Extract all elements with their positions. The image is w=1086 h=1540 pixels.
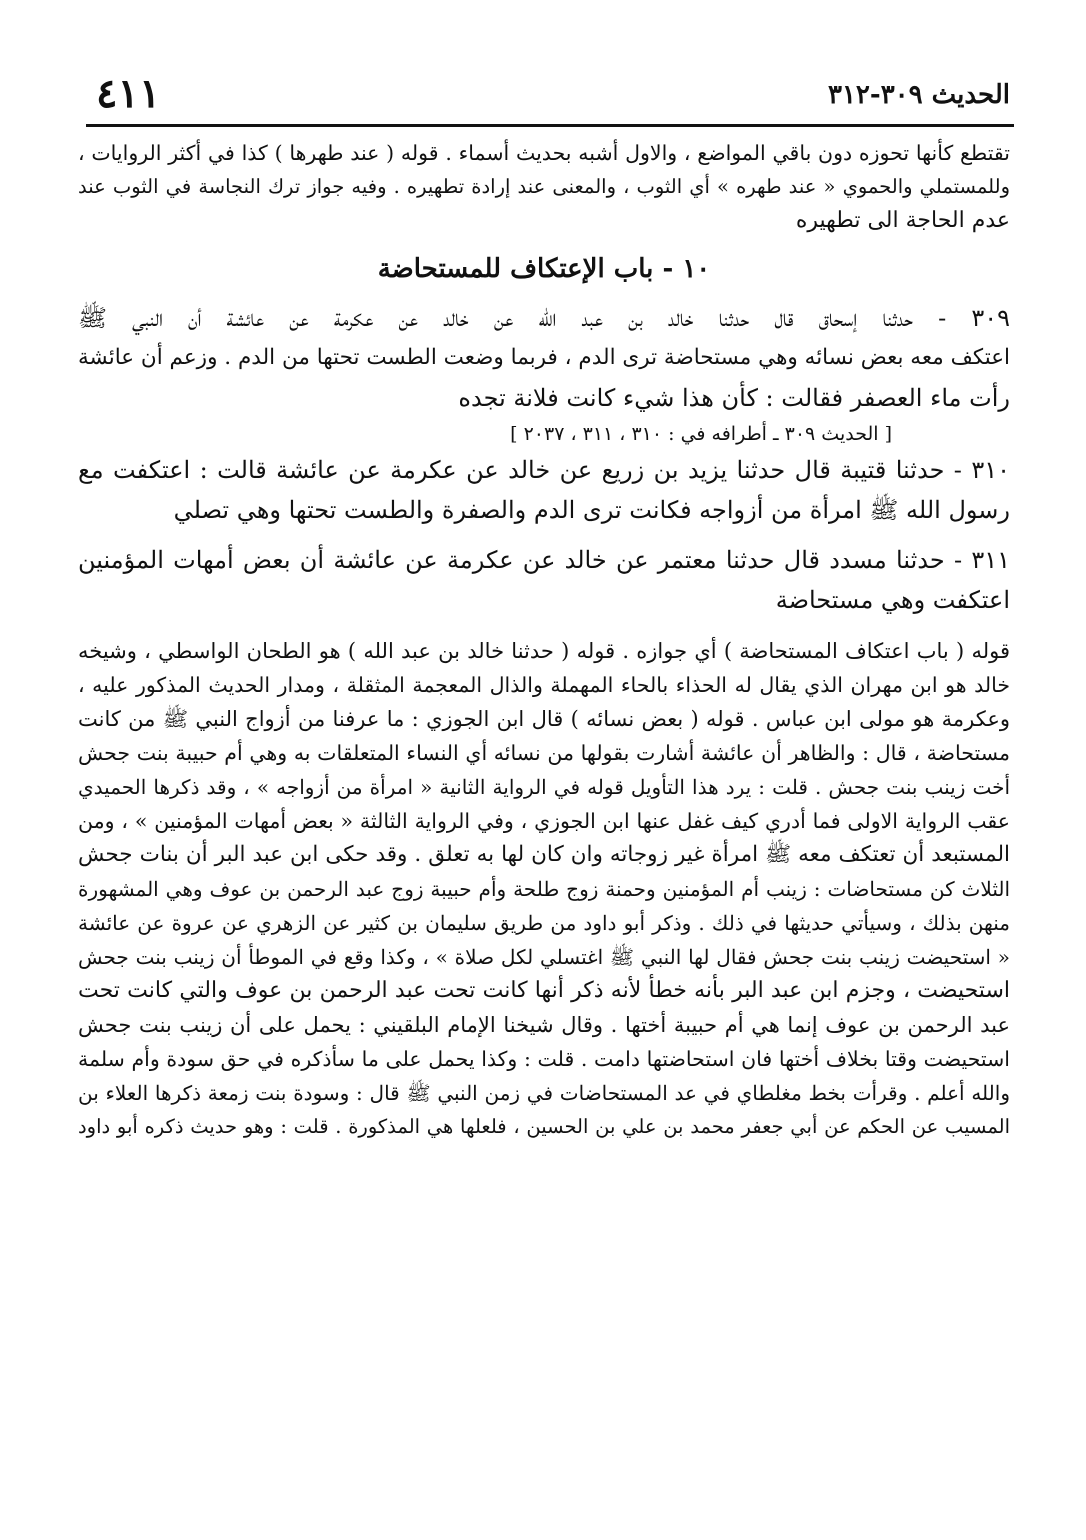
commentary-line: المستبعد أن تعتكف معه ﷺ امرأة غير زوجاته وان كان لها به تعلق . وقد حكى ابن عبد البر أن بنات جحش	[78, 842, 1010, 867]
hadith-references: [ الحديث ٣٠٩ ـ أطرافه في : ٣١٠ ، ٣١١ ، ٢٠٣٧ ]	[510, 423, 892, 445]
commentary-line: عقب الرواية الاولى فما أدري كيف غفل عنها ابن الجوزي ، وفي الرواية الثالثة « بعض أمهات المؤمنين » ، ومن	[78, 809, 1010, 833]
hadith-310	[78, 450, 1010, 530]
header-rule	[86, 124, 1014, 127]
page-number: ٤١١	[96, 70, 161, 117]
hadith-line: ٣٠٩ - حدثنا إسحاق قال حدثنا خالد بن عبد الله عن خالد عن عكرمة عن عائشة أن النبي ﷺ	[78, 304, 1010, 332]
hadith-line: ٣١١ - حدثنا مسدد قال حدثنا معتمر عن خالد عن عكرمة عن عائشة أن بعض أمهات المؤمنين	[78, 546, 1010, 574]
hadith-311	[78, 540, 1010, 620]
hadith-line: رسول الله ﷺ امرأة من أزواجه فكانت ترى الدم والصفرة والطست تحتها وهي تصلي	[173, 496, 1010, 524]
commentary-line: مستحاضة ، قال : والظاهر أن عائشة أشارت بقولها من نسائه أي النساء المتعلقات به وهي أم حبيبة بنت جحش	[78, 741, 1010, 765]
commentary-line: استحيضت ، وجزم ابن عبد البر بأنه خطأ لأنه ذكر أنها كانت تحت عبد الرحمن بن عوف والتي كانت تحت	[78, 978, 1010, 1003]
commentary-line: عبد الرحمن بن عوف إنما هي أم حبيبة أختها . وقال شيخنا الإمام البلقيني : يحمل على أن زينب بنت جحش	[78, 1013, 1010, 1037]
commentary-line: وعكرمة هو مولى ابن عباس . قوله ( بعض نسائه ) قال ابن الجوزي : ما عرفنا من أزواج النبي ﷺ من كانت	[78, 707, 1010, 731]
commentary-line: منهن بذلك ، وسيأتي حديثها في ذلك . وذكر أبو داود من طريق سليمان بن كثير عن الزهري عن عروة عن عائشة	[78, 911, 1010, 935]
spacer	[78, 530, 1010, 540]
page-header	[96, 62, 1010, 122]
spacer	[78, 620, 1010, 634]
hadith-line: ٣١٠ - حدثنا قتيبة قال حدثنا يزيد بن زريع عن خالد عن عكرمة عن عائشة قالت : اعتكفت مع	[78, 456, 1010, 484]
page-body	[78, 136, 1010, 1520]
commentary-line: خالد هو ابن مهران الذي يقال له الحذاء بالحاء المهملة والذال المعجمة المثقلة ، ومدار الحديث المذكور عليه ،	[78, 673, 1010, 697]
hadith-line: رأت ماء العصفر فقالت : كأن هذا شيء كانت فلانة تجده	[458, 384, 1010, 412]
intro-paragraph	[78, 136, 1010, 238]
commentary-line: قوله ( باب اعتكاف المستحاضة ) أي جوازه . قوله ( حدثنا خالد بن عبد الله ) هو الطحان الواسطي ، وشيخه	[78, 639, 1010, 663]
commentary-line: استحيضت وقتا بخلاف أختها فان استحاضتها دامت . قلت : وكذا يحمل على ما سأذكره في حق سودة وأم سلمة	[78, 1047, 1010, 1071]
commentary-line: أخت زينب بنت جحش . قلت : يرد هذا التأويل قوله في الرواية الثانية « امرأة من أزواجه » ، وقد ذكرها الحميدي	[78, 775, 1010, 799]
commentary-line: المسيب عن الحكم عن أبي جعفر محمد بن علي بن الحسين ، فلعلها هي المذكورة . قلت : وهو حديث ذكره أبو داود	[78, 1115, 1010, 1138]
hadith-line: اعتكفت وهي مستحاضة	[775, 586, 1010, 614]
text-line: عدم الحاجة الى تطهيره	[795, 208, 1010, 233]
text-line: تقتطع كأنها تحوزه دون باقي المواضع ، والاول أشبه بحديث أسماء . قوله ( عند طهرها ) كذا في أكثر الروايات ،	[78, 141, 1010, 165]
hadith-line: اعتكف معه بعض نسائه وهي مستحاضة ترى الدم ، فربما وضعت الطست تحتها من الدم . وزعم أن عائشة	[78, 345, 1010, 370]
commentary	[78, 634, 1010, 1144]
commentary-line: والله أعلم . وقرأت بخط مغلطاي في عد المستحاضات في زمن النبي ﷺ قال : وسودة بنت زمعة ذكرها العلاء بن	[78, 1081, 1010, 1105]
text-line: وللمستملي والحموي « عند طهره » أي الثوب ، والمعنى عند إرادة تطهيره . وفيه جواز ترك النجاسة في الثوب عند	[78, 175, 1010, 198]
commentary-line: الثلاث كن مستحاضات : زينب أم المؤمنين وحمنة زوج طلحة وأم حبيبة زوج عبد الرحمن بن عوف وهي المشهورة	[78, 877, 1010, 901]
hadith-309	[78, 298, 1010, 418]
commentary-line: « استحيضت زينب بنت جحش فقال لها النبي ﷺ اغتسلي لكل صلاة » ، وكذا وقع في الموطأ أن زينب بنت جحش	[78, 945, 1010, 969]
running-title: الحديث ٣٠٩-٣١٢	[827, 80, 1010, 110]
chapter-title: ١٠ - باب الإعتكاف للمستحاضة	[377, 254, 711, 284]
